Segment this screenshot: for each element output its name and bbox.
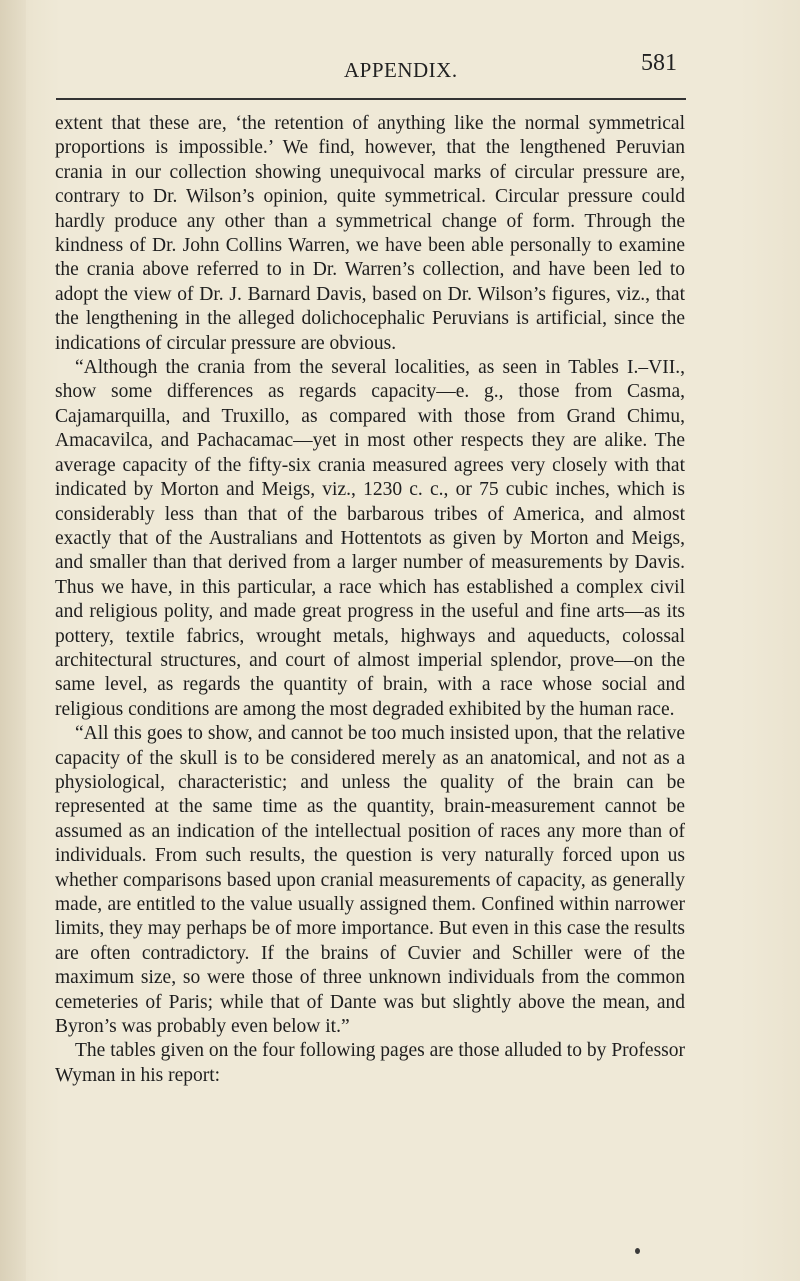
body-text: [55, 112, 685, 1088]
page-number: 581: [641, 50, 677, 76]
paragraph-tables-note: The tables given on the four following pages are those alluded to by Professor Wyman in his report:: [55, 1040, 685, 1086]
header-rule: [56, 98, 686, 100]
paragraph-quote-capacity: “Although the crania from the several localities, as seen in Tables I.–VII., show some differences as regards capacity—e. g., those from Casma, Cajamarquilla, and Truxillo, as compared with those from Grand Chimu, Amacavilca, and Pachacamac—yet in most other respects they are alike. The average capacity of the fifty-six crania measured agrees very closely with that indicated by Morton and Meigs, viz., 1230 c. c., or 75 cubic inches, which is considerably less than that of the barbarous tribes of America, and almost exactly that of the Australians and Hottentots as given by Morton and Meigs, and smaller than that derived from a larger number of measurements by Davis. Thus we have, in this particular, a race which has established a complex civil and religious polity, and made great progress in the useful and fine arts—as its pottery, textile fabrics, wrought metals, highways and aqueducts, colossal architectural structures, and court of almost imperial splendor, prove—on the same level, as regards the quantity of brain, with a race whose social and religious conditions are among the most degraded exhibited by the human race.: [55, 357, 685, 720]
ink-speck: [635, 1248, 640, 1254]
paragraph-quote-brain-measurement: “All this goes to show, and cannot be too much insisted upon, that the relative capacity of the skull is to be considered merely as an anatomical, and not as a physiological, characteristic; and unless the quality of the brain can be represented at the same time as the quantity, brain-measurement cannot be assumed as an indication of the intellectual position of races any more than of individuals. From such results, the question is very naturally forced upon us whether comparisons based upon cranial measurements of capacity, as generally made, are entitled to the value usually assigned them. Confined within narrower limits, they may perhaps be of more importance. But even in this case the results are often contradictory. If the brains of Cuvier and Schiller were of the maximum size, so were those of three unknown individuals from the common cemeteries of Paris; while that of Dante was but slightly above the mean, and Byron’s was probably even below it.”: [55, 723, 685, 1038]
page-gutter-shadow: [0, 0, 26, 1281]
running-head-title: APPENDIX.: [344, 58, 458, 82]
paragraph-continuation: extent that these are, ‘the retention of anything like the normal symmetrical proportions is impossible.’ We find, however, that the lengthened Peruvian crania in our collection showing unequivocal marks of circular pressure are, contrary to Dr. Wilson’s opinion, quite symmetrical. Circular pressure could hardly produce any other than a symmetrical change of form. Through the kindness of Dr. John Collins Warren, we have been able personally to examine the crania above referred to in Dr. Warren’s collection, and have been led to adopt the view of Dr. J. Barnard Davis, based on Dr. Wilson’s figures, viz., that the lengthening in the alleged dolichocephalic Peruvians is artificial, since the indications of circular pressure are obvious.: [55, 113, 685, 354]
